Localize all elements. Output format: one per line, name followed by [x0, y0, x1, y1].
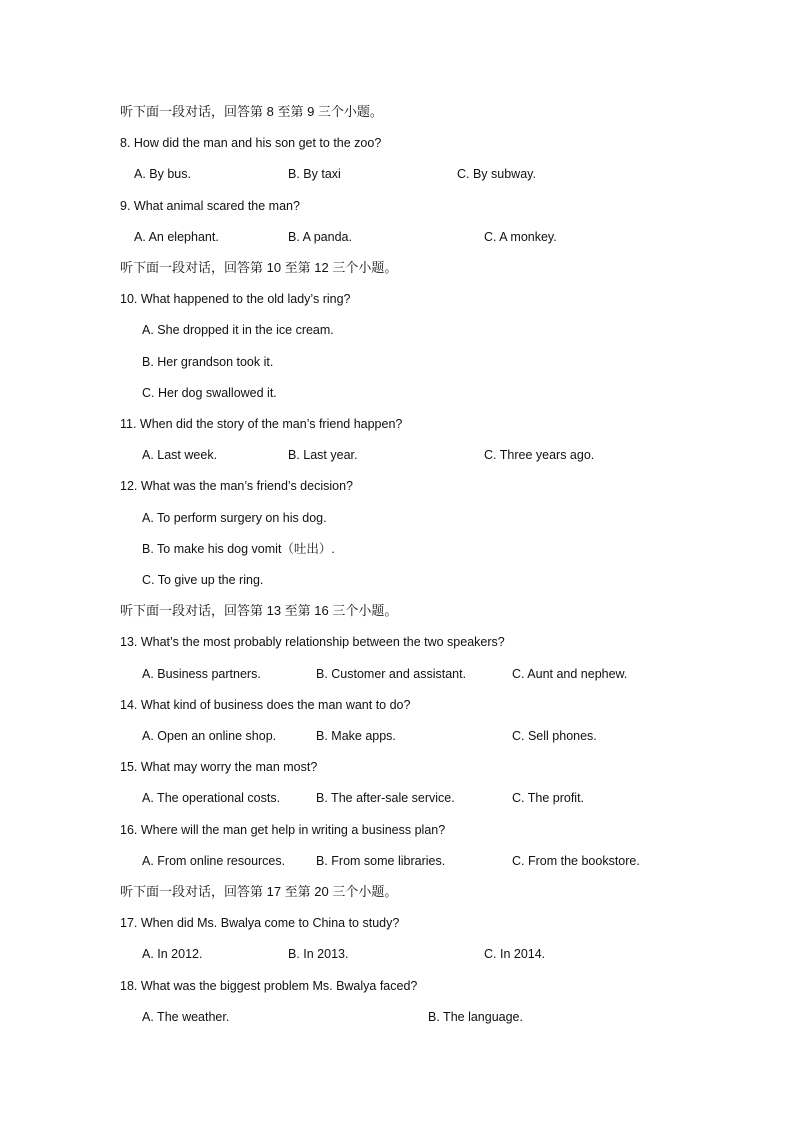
option: A. By bus.	[134, 167, 191, 181]
section-header: 听下面一段对话，回答第 8 至第 9 三个小题。	[120, 104, 383, 119]
option: B. A panda.	[288, 230, 352, 244]
question-text: 10. What happened to the old lady’s ring?	[120, 292, 351, 306]
option: C. Her dog swallowed it.	[142, 386, 277, 400]
option: C. The profit.	[512, 791, 585, 805]
option: A. The operational costs.	[142, 791, 281, 805]
option: B. Customer and assistant.	[316, 667, 467, 681]
option: B. To make his dog vomit（吐出）.	[142, 542, 335, 556]
question-text: 18. What was the biggest problem Ms. Bwalya faced?	[120, 979, 418, 993]
option: A. She dropped it in the ice cream.	[142, 323, 334, 337]
option: A. Open an online shop.	[142, 729, 277, 743]
option: B. Her grandson took it.	[142, 355, 274, 369]
question-text: 14. What kind of business does the man want to do?	[120, 698, 411, 712]
option: A. From online resources.	[142, 854, 286, 868]
section-header: 听下面一段对话，回答第 13 至第 16 三个小题。	[120, 603, 398, 618]
option: C. From the bookstore.	[512, 854, 640, 868]
question-text: 15. What may worry the man most?	[120, 760, 318, 774]
question-text: 16. Where will the man get help in writing a business plan?	[120, 823, 446, 837]
question-text: 12. What was the man’s friend’s decision?	[120, 479, 353, 493]
option: A. In 2012.	[142, 947, 203, 961]
option: C. By subway.	[457, 167, 536, 181]
option: B. Make apps.	[316, 729, 396, 743]
question-text: 9. What animal scared the man?	[120, 199, 300, 213]
question-text: 13. What’s the most probably relationship between the two speakers?	[120, 635, 505, 649]
option: C. In 2014.	[484, 947, 546, 961]
option: B. From some libraries.	[316, 854, 446, 868]
question-text: 17. When did Ms. Bwalya come to China to study?	[120, 916, 400, 930]
option: B. Last year.	[288, 448, 358, 462]
option: A. To perform surgery on his dog.	[142, 511, 327, 525]
option: C. Sell phones.	[512, 729, 597, 743]
option: A. Last week.	[142, 448, 218, 462]
option: B. The after-sale service.	[316, 791, 455, 805]
section-header: 听下面一段对话，回答第 17 至第 20 三个小题。	[120, 884, 398, 899]
option: B. By taxi	[288, 167, 341, 181]
option: A. The weather.	[142, 1010, 230, 1024]
option: C. To give up the ring.	[142, 573, 264, 587]
option: C. Three years ago.	[484, 448, 595, 462]
section-header: 听下面一段对话，回答第 10 至第 12 三个小题。	[120, 260, 398, 275]
option: B. In 2013.	[288, 947, 349, 961]
option: B. The language.	[428, 1010, 523, 1024]
question-text: 11. When did the story of the man’s friend happen?	[120, 417, 403, 431]
option: A. An elephant.	[134, 230, 219, 244]
option: A. Business partners.	[142, 667, 261, 681]
question-text: 8. How did the man and his son get to the zoo?	[120, 136, 382, 150]
option: C. A monkey.	[484, 230, 557, 244]
option: C. Aunt and nephew.	[512, 667, 628, 681]
